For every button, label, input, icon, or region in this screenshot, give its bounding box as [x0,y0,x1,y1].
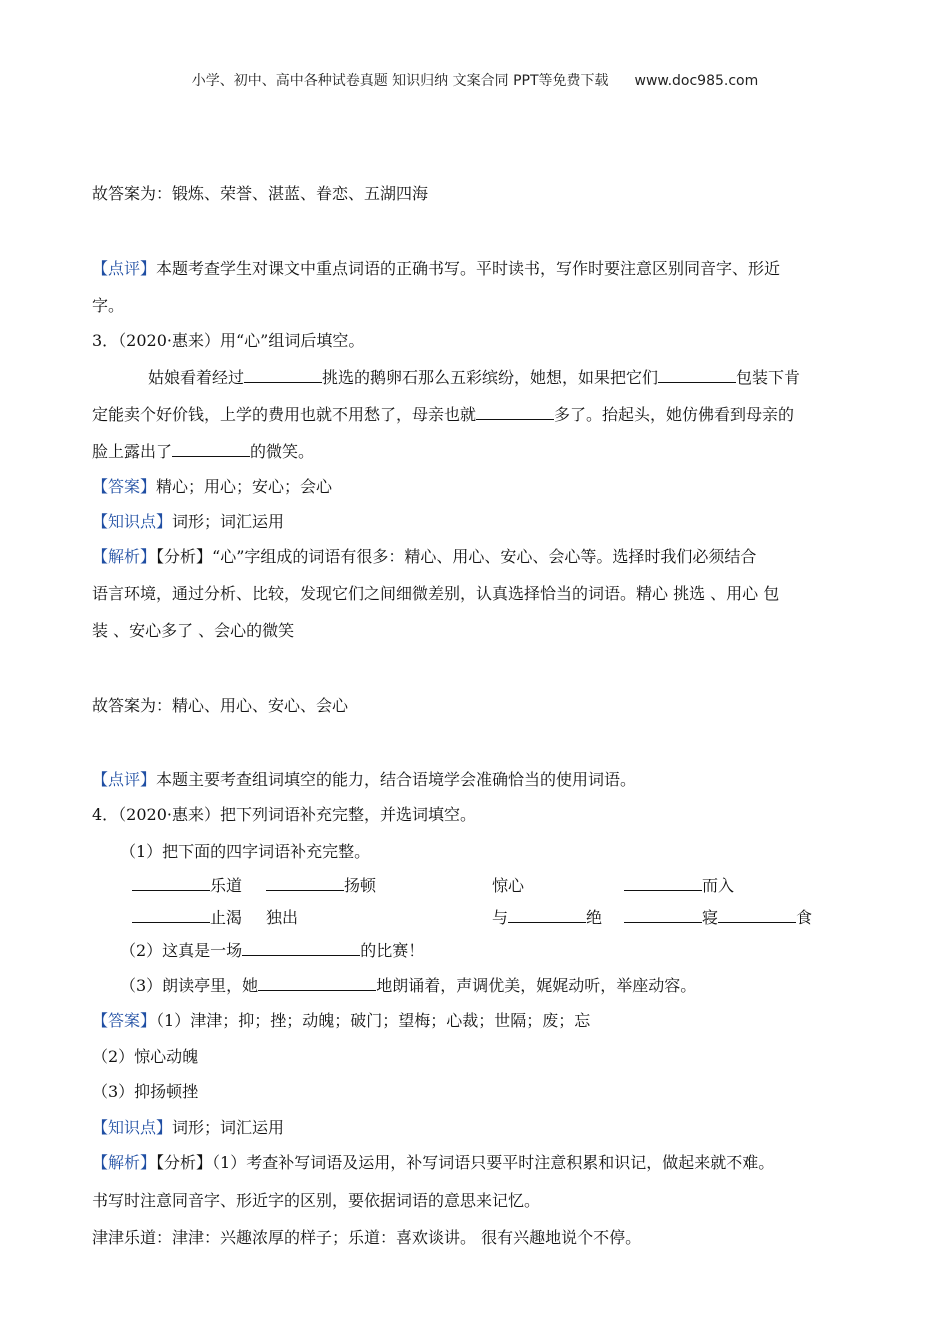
q3-passage-line-1: 姑娘看着经过 挑选的鹅卵石那么五彩缤纷，她想，如果把它们 包装下肯 [148,368,801,387]
word-item: 惊心 [492,876,525,895]
fill-blank[interactable] [266,875,344,891]
header-text: 小学、初中、高中各种试卷真题 知识归纳 文案合同 PPT等免费下载 [191,73,609,89]
page-header [0,70,950,90]
q3-answer: 【答案】精心；用心；安心；会心 [92,477,333,496]
q4-answer-line-2: （2）惊心动魄 [92,1047,199,1066]
word-item: 扬顿 [266,875,376,897]
word-item: 而入 [624,875,734,897]
fill-blank[interactable] [244,367,322,383]
fill-blank[interactable] [508,907,586,923]
q4-analysis-line-3: 津津乐道：津津：兴趣浓厚的样子；乐道：喜欢谈讲。 很有兴趣地说个不停。 [92,1228,642,1247]
word-item: 止渴 [132,907,242,929]
q3-review: 【点评】本题主要考查组词填空的能力，结合语境学会准确恰当的使用词语。 [92,770,637,789]
fill-blank[interactable] [718,907,796,923]
q3-passage-line-3: 脸上露出了 的微笑。 [92,442,315,461]
q4-title: 4．（2020·惠来）把下列词语补充完整，并选词填空。 [92,805,476,824]
fill-blank[interactable] [132,907,210,923]
word-item: 与 绝 [492,908,603,927]
fill-blank[interactable] [658,367,736,383]
q2-review-line-2: 字。 [92,296,125,315]
word-item: 乐道 [132,875,242,897]
fill-blank[interactable] [476,404,554,420]
q3-analysis-line-3: 装 、安心多了 、会心的微笑 [92,621,295,640]
fill-blank[interactable] [258,975,376,991]
fill-blank[interactable] [624,875,702,891]
q3-analysis-line-2: 语言环境，通过分析、比较，发现它们之间细微差别，认真选择恰当的词语。精心 挑选 、用心 包 [92,584,780,603]
q4-analysis-line-2: 书写时注意同音字、形近字的区别，要依据词语的意思来记忆。 [92,1191,541,1210]
q4-knowledge-point: 【知识点】词形；词汇运用 [92,1118,285,1137]
word-item: 独出 [266,908,299,927]
q3-passage-line-2: 定能卖个好价钱，上学的费用也就不用愁了，母亲也就 多了。抬起头，她仿佛看到母亲的 [92,405,795,424]
q4-sub3: （3）朗读亭里，她 地朗诵着，声调优美，娓娓动听，举座动容。 [120,976,697,995]
q4-answer-line-1: 【答案】（1）津津；抑；挫；动魄；破门；望梅；心裁；世隔；废；忘 [92,1011,591,1030]
q2-review-line-1: 【点评】本题考查学生对课文中重点词语的正确书写。平时读书，写作时要注意区别同音字、形近 [92,259,781,278]
word-item: 寝 食 [624,907,812,929]
fill-blank[interactable] [624,907,702,923]
q2-answer-line: 故答案为：锻炼、荣誉、湛蓝、眷恋、五湖四海 [92,184,429,203]
q3-final-answer: 故答案为：精心、用心、安心、会心 [92,696,349,715]
q4-sub2: （2）这真是一场 的比赛！ [120,941,425,960]
q4-sub1: （1）把下面的四字词语补充完整。 [120,842,371,861]
fill-blank[interactable] [172,441,250,457]
header-url[interactable]: www.doc985.com [634,73,759,89]
review-tag: 【点评】 [92,259,157,278]
q3-analysis-line-1: 【解析】【分析】“心”字组成的词语有很多：精心、用心、安心、会心等。选择时我们必须结合 [92,547,757,566]
q3-title: 3．（2020·惠来）用“心”组词后填空。 [92,331,365,350]
q4-answer-line-3: （3）抑扬顿挫 [92,1082,199,1101]
q4-analysis-line-1: 【解析】【分析】（1）考查补写词语及运用，补写词语只要平时注意积累和识记，做起来就不难。 [92,1153,775,1172]
fill-blank[interactable] [132,875,210,891]
fill-blank[interactable] [242,940,360,956]
q3-knowledge-point: 【知识点】词形；词汇运用 [92,512,285,531]
